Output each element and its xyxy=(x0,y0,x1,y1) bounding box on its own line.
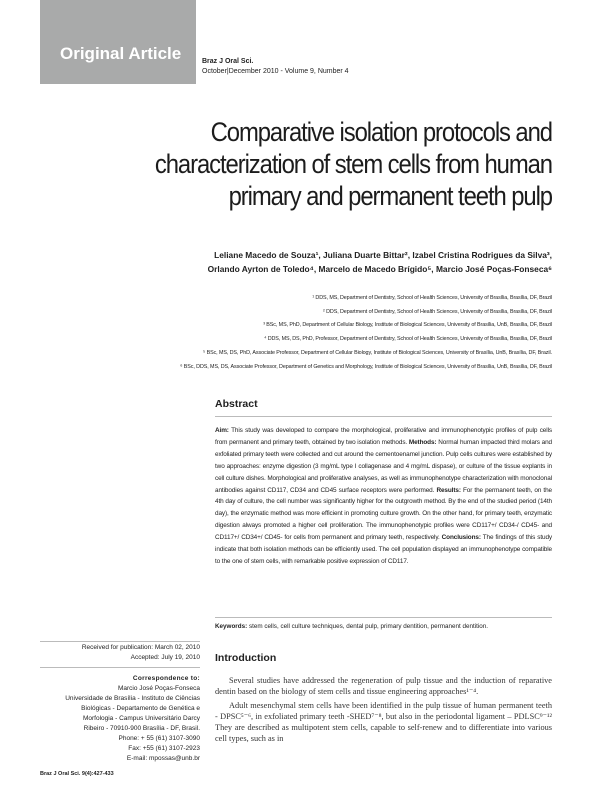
abstract-results-label: Results: xyxy=(436,486,461,494)
received-date: Received for publication: March 02, 2010 xyxy=(81,644,200,651)
introduction-body xyxy=(215,675,552,747)
correspondence-line: Biológicas - Departamento de Genética e xyxy=(81,705,200,712)
journal-info xyxy=(202,57,349,77)
affiliation-item: ³ BSc, MS, PhD, Department of Cellular Biology, Institute of Biological Sciences, University of Brasília, UnB, Brasília, DF, Brazil xyxy=(263,322,552,329)
abstract-heading: Abstract xyxy=(215,398,258,410)
correspondence-line: E-mail: mpossas@unb.br xyxy=(126,755,200,762)
correspondence-block xyxy=(40,674,200,764)
correspondence-line: Phone: + 55 (61) 3107-3090 xyxy=(118,735,200,742)
author-list xyxy=(120,248,552,276)
publication-dates xyxy=(40,643,200,663)
correspondence-heading: Correspondence to: xyxy=(132,675,200,682)
keywords-label: Keywords: xyxy=(215,623,248,630)
introduction-paragraph: Adult mesenchymal stem cells have been identified in the pulp tissue of human permanent teeth - DPSC⁵⁻⁶, in exfoliated primary teeth -SHED⁷⁻⁸, but also in the periodontal ligament – PDLSC⁹⁻¹² They are described as multipotent stem cells, capable to self-renew and to differentiate into various cell types, such as in xyxy=(215,700,552,744)
article-title: Comparative isolation protocols and characterization of stem cells from human primary and permanent teeth pulp xyxy=(154,117,553,211)
affiliation-item: ⁶ BSc, DDS, MS, DS, Associate Professor, Department of Genetics and Morphology, Institute of Biological Sciences, University of Brasília, UnB, Brasília, DF, Brazil xyxy=(180,363,552,370)
introduction-paragraph: Several studies have addressed the regeneration of pulp tissue and the induction of reparative dentin based on the biology of stem cells and tissue engineering approaches¹⁻⁴. xyxy=(215,676,552,697)
affiliation-item: ⁵ BSc, MS, DS, PhD, Associate Professor, Department of Cellular Biology, Institute of Biological Sciences, University of Brasília, UnB, Brasília, DF, Brazil. xyxy=(203,349,552,356)
affiliation-item: ² DDS, Department of Dentistry, School of Health Sciences, University of Brasília, Brasília, DF, Brazil xyxy=(323,308,552,315)
abstract-methods-text: Normal human impacted third molars and exfoliated primary teeth were collected and cut around the cementoenamel junction. Pulp cells cultures were established by two approaches: enzyme digestion (3 mg/mL type I collagenase and 4 mg/mL dispase), or culture of the tissue explants in cell culture dishes. Morphological and proliferative analyses, as well as immunophenotype characterization with monoclonal antibodies against CD117, CD34 and CD45 surface receptors were performed. xyxy=(215,438,553,494)
author-line: Orlando Ayrton de Toledo⁴, Marcelo de Macedo Brígido⁵, Marcio José Poças-Fonseca⁶ xyxy=(207,264,552,274)
correspondence-line: Fax: +55 (61) 3107-2923 xyxy=(128,745,200,752)
correspondence-line: Ribeiro - 70910-900 Brasília - DF, Brasil. xyxy=(83,725,200,732)
abstract-methods-label: Methods: xyxy=(408,438,437,446)
affiliation-item: ⁴ DDS, MS, DS, PhD, Professor, Department of Dentistry, School of Health Sciences, University of Brasília, Brasília, DF, Brazil xyxy=(264,336,552,343)
abstract-results-text: For the permanent teeth, on the 4th day of culture, the cell number was significantly higher for the outgrowth method. By the end of the studied period (14th day), the enzymatic method was more efficient in promoting culture growth. On the other hand, for primary teeth, enzymatic digestion always promoted a higher cell proliferation. The immunophenotypic profiles were CD117+/ CD34-/ CD45- and CD117+/ CD34+/ CD45- for cells from permanent and primary teeth, respectively. xyxy=(215,486,552,542)
introduction-heading: Introduction xyxy=(215,652,277,664)
affiliation-list xyxy=(30,292,552,374)
correspondence-line: Marcio José Poças-Fonseca xyxy=(117,685,200,692)
correspondence-line: Morfologia - Campus Universitário Darcy xyxy=(82,715,200,722)
abstract-section xyxy=(215,398,552,568)
affiliation-item: ¹ DDS, MS, Department of Dentistry, School of Health Sciences, University of Brasília, Brasília, DF, Brazil xyxy=(312,295,552,301)
correspondence-line: Universidade de Brasília - Instituto de Ciências xyxy=(65,695,200,702)
abstract-conclusions-label: Conclusions: xyxy=(441,534,481,542)
divider xyxy=(40,641,200,642)
author-line: Leliane Macedo de Souza¹, Juliana Duarte Bittar², Izabel Cristina Rodrigues da Silva³, xyxy=(214,250,552,260)
abstract-conclusions-text: The findings of this study indicate that both isolation methods can be efficiently used. The cell population displayed an immunophenotype compatible to the one of stem cells, with remarkable positive expression of CD117. xyxy=(215,534,552,565)
abstract-aim-text: This study was developed to compare the morphological, proliferative and immunophenotypic profiles of pulp cells from permanent and primary teeth, obtained by two isolation methods. xyxy=(215,427,552,446)
abstract-aim-label: Aim: xyxy=(215,427,229,434)
accepted-date: Accepted: July 19, 2010 xyxy=(130,654,200,661)
article-type-tag: Original Article xyxy=(40,0,196,84)
abstract-text xyxy=(215,416,552,568)
keywords xyxy=(215,617,552,632)
journal-issue: October|December 2010 - Volume 9, Number 4 xyxy=(202,68,349,75)
divider xyxy=(40,667,200,668)
keywords-text: stem cells, cell culture techniques, dental pulp, primary dentition, permanent dentition. xyxy=(247,623,489,630)
journal-name: Braz J Oral Sci. xyxy=(202,58,254,65)
page-footer: Braz J Oral Sci. 9(4):427-433 xyxy=(40,771,114,777)
